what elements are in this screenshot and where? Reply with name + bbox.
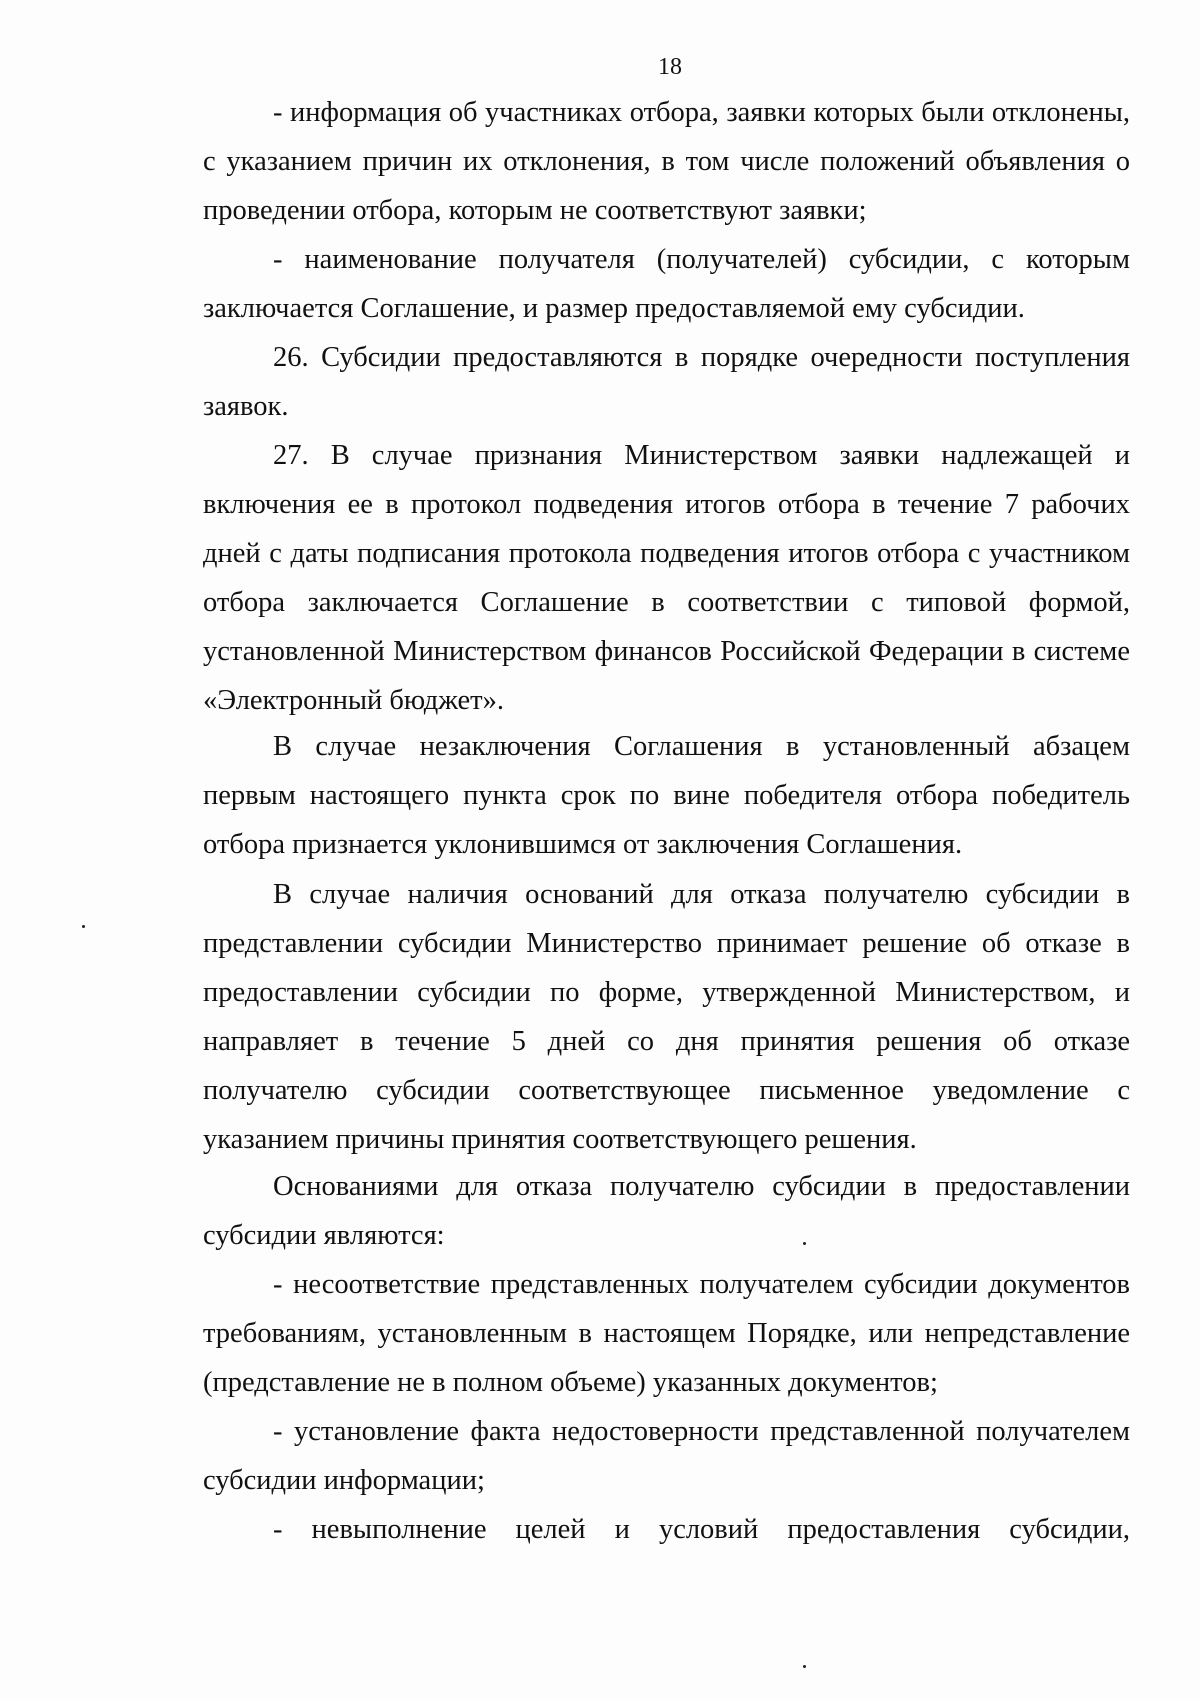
paragraph-item-27: 27. В случае признания Министерством заявки надлежащей и включения ее в протокол подведения итогов отбора в течение 7 рабочих дней с даты подписания протокола подведения итогов отбора с участником отбора заключается Соглашение в соответствии с типовой формой, установленной Министерством финансов Российской Федерации в системе «Электронный бюджет». — [203, 440, 1130, 716]
page-number: 18 — [658, 54, 682, 80]
paragraph-rejected-participants-info: - информация об участниках отбора, заявки которых были отклонены, с указанием причин их отклонения, в том числе положений объявления о проведении отбора, которым не соответствуют заявки; — [203, 97, 1130, 226]
paragraph-non-conclusion: В случае незаключения Соглашения в установленный абзацем первым настоящего пункта срок по вине победителя отбора победитель отбора признается уклонившимся от заключения Соглашения. — [203, 731, 1130, 860]
paragraph-recipient-name: - наименование получателя (получателей) субсидии, с которым заключается Соглашение, и размер предоставляемой ему субсидии. — [203, 244, 1130, 324]
scan-speck — [803, 1242, 806, 1245]
paragraph-refusal-decision: В случае наличия оснований для отказа получателю субсидии в представлении субсидии Министерство принимает решение об отказе в предоставлении субсидии по форме, утвержденной Министерством, и направляет в течение 5 дней со дня принятия решения об отказе получателю субсидии соответствующее письменное уведомление с указанием причины принятия соответствующего решения. — [203, 879, 1130, 1155]
list-item-documents-mismatch: - несоответствие представленных получателем субсидии документов требованиям, установленным в настоящем Порядке, или непредставление (представление не в полном объеме) указанных документов; — [203, 1269, 1130, 1398]
paragraph-refusal-grounds: Основаниями для отказа получателю субсидии в предоставлении субсидии являются: — [203, 1171, 1130, 1251]
paragraph-item-26: 26. Субсидии предоставляются в порядке очередности поступления заявок. — [203, 342, 1130, 422]
scan-speck — [803, 1665, 806, 1668]
list-item-false-information: - установление факта недостоверности представленной получателем субсидии информации; — [203, 1416, 1130, 1496]
list-item-goals-not-met: - невыполнение целей и условий предоставления субсидии, — [273, 1514, 1130, 1545]
scan-speck — [82, 925, 85, 928]
